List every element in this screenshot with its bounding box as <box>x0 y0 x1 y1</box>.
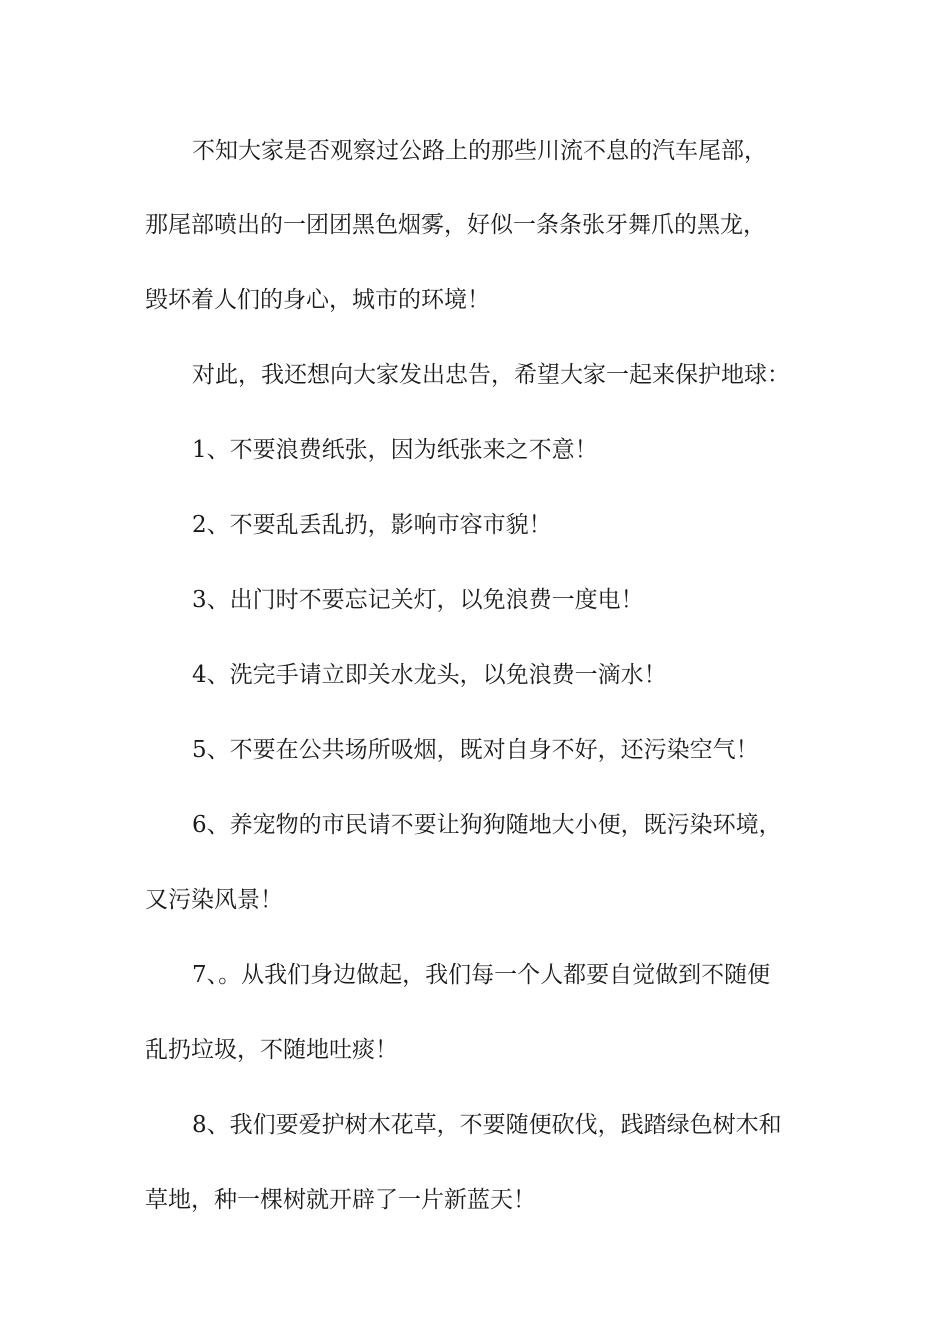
list-item: 8、我们要爱护树木花草，不要随便砍伐，践踏绿色树木和 <box>192 1112 782 1138</box>
list-item: 5、不要在公共场所吸烟，既对自身不好，还污染空气！ <box>192 737 759 763</box>
list-item-continuation: 又污染风景！ <box>145 887 283 913</box>
list-item-continuation: 乱扔垃圾，不随地吐痰！ <box>145 1037 398 1063</box>
paragraph-line: 毁坏着人们的身心，城市的环境！ <box>145 287 490 313</box>
list-item-continuation: 草地，种一棵树就开辟了一片新蓝天！ <box>145 1187 536 1213</box>
paragraph-line: 那尾部喷出的一团团黑色烟雾，好似一条条张牙舞爪的黑龙， <box>145 212 766 238</box>
list-item: 1、不要浪费纸张，因为纸张来之不意！ <box>192 437 598 463</box>
list-item: 7、。从我们身边做起，我们每一个人都要自觉做到不随便 <box>192 962 771 988</box>
paragraph-line: 不知大家是否观察过公路上的那些川流不息的汽车尾部， <box>192 138 767 164</box>
list-item: 2、不要乱丢乱扔，影响市容市貌！ <box>192 512 552 538</box>
list-item: 6、养宠物的市民请不要让狗狗随地大小便，既污染环境， <box>192 812 782 838</box>
paragraph-line: 对此，我还想向大家发出忠告，希望大家一起来保护地球： <box>192 362 790 388</box>
list-item: 4、洗完手请立即关水龙头，以免浪费一滴水！ <box>192 662 667 688</box>
list-item: 3、出门时不要忘记关灯，以免浪费一度电！ <box>192 587 644 613</box>
